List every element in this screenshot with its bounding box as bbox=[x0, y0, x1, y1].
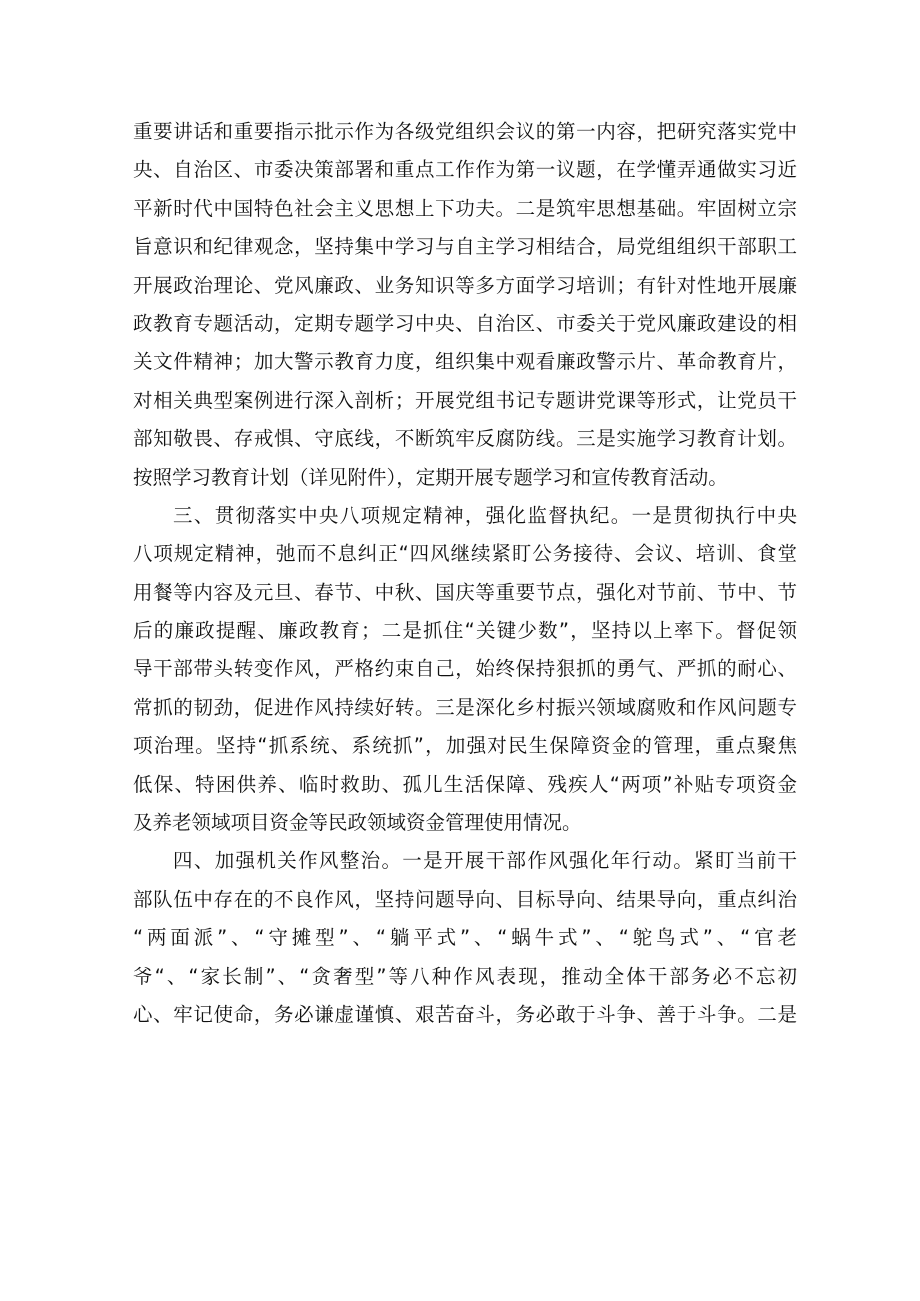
section-heading-line: 四、加强机关作风整治。一是开展干部作风强化年行动。紧盯当前干 bbox=[173, 849, 797, 873]
text-line: 重要讲话和重要指示批示作为各级党组织会议的第一内容，把研究落实党中 bbox=[133, 120, 797, 143]
document-body bbox=[133, 113, 797, 1034]
text-line: “两面派”、“守摊型”、“躺平式”、“蜗牛式”、“鸵鸟式”、“官老 bbox=[133, 926, 797, 950]
text-line: 及养老领域项目资金等民政领域资金管理使用情况。 bbox=[133, 811, 582, 835]
text-line: 旨意识和纪律观念，坚持集中学习与自主学习相结合，局党组组织干部职工 bbox=[133, 235, 797, 259]
text-line: 用餐等内容及元旦、春节、中秋、国庆等重要节点，强化对节前、节中、节 bbox=[133, 580, 797, 604]
text-line: 平新时代中国特色社会主义思想上下功夫。二是筑牢思想基础。牢固树立宗 bbox=[133, 196, 797, 220]
section-heading-line: 三、贯彻落实中央八项规定精神，强化监督执纪。一是贯彻执行中央 bbox=[173, 503, 797, 527]
text-line: 低保、特困供养、临时救助、孤儿生活保障、残疾人“两项”补贴专项资金 bbox=[133, 772, 797, 796]
paragraph-2-supervision bbox=[133, 497, 797, 843]
text-line: 后的廉政提醒、廉政教育；二是抓住“关键少数”，坚持以上率下。督促领 bbox=[133, 619, 797, 643]
text-line: 心、牢记使命，务必谦虚谨慎、艰苦奋斗，务必敢于斗争、善于斗争。二是 bbox=[133, 1002, 797, 1026]
text-line: 导干部带头转变作风，严格约束自己，始终保持狠抓的勇气、严抓的耐心、 bbox=[133, 657, 797, 681]
text-line: 项治理。坚持“抓系统、系统抓”，加强对民生保障资金的管理，重点聚焦 bbox=[133, 734, 797, 758]
text-line: 对相关典型案例进行深入剖析；开展党组书记专题讲党课等形式，让党员干 bbox=[133, 388, 797, 412]
text-line: 按照学习教育计划（详见附件），定期开展专题学习和宣传教育活动。 bbox=[133, 465, 728, 489]
text-line: 部知敬畏、存戒惧、守底线，不断筑牢反腐防线。三是实施学习教育计划。 bbox=[133, 427, 797, 451]
text-line: 爷“、“家长制”、“贪奢型”等八种作风表现，推动全体干部务必不忘初 bbox=[133, 964, 797, 988]
text-line: 常抓的韧劲，促进作风持续好转。三是深化乡村振兴领域腐败和作风问题专 bbox=[133, 695, 797, 719]
text-line: 八项规定精神，弛而不息纠正“四风继续紧盯公务接待、会议、培训、食堂 bbox=[133, 542, 797, 566]
text-line: 政教育专题活动，定期专题学习中央、自治区、市委关于党风廉政建设的相 bbox=[133, 311, 797, 335]
text-line: 央、自治区、市委决策部署和重点工作作为第一议题，在学懂弄通做实习近 bbox=[133, 158, 797, 182]
paragraph-1 bbox=[133, 113, 797, 497]
text-line: 关文件精神；加大警示教育力度，组织集中观看廉政警示片、革命教育片， bbox=[133, 350, 797, 374]
text-line: 部队伍中存在的不良作风，坚持问题导向、目标导向、结果导向，重点纠治 bbox=[133, 887, 797, 911]
text-line: 开展政治理论、党风廉政、业务知识等多方面学习培训；有针对性地开展廉 bbox=[133, 273, 797, 297]
paragraph-3-work-style bbox=[133, 842, 797, 1034]
